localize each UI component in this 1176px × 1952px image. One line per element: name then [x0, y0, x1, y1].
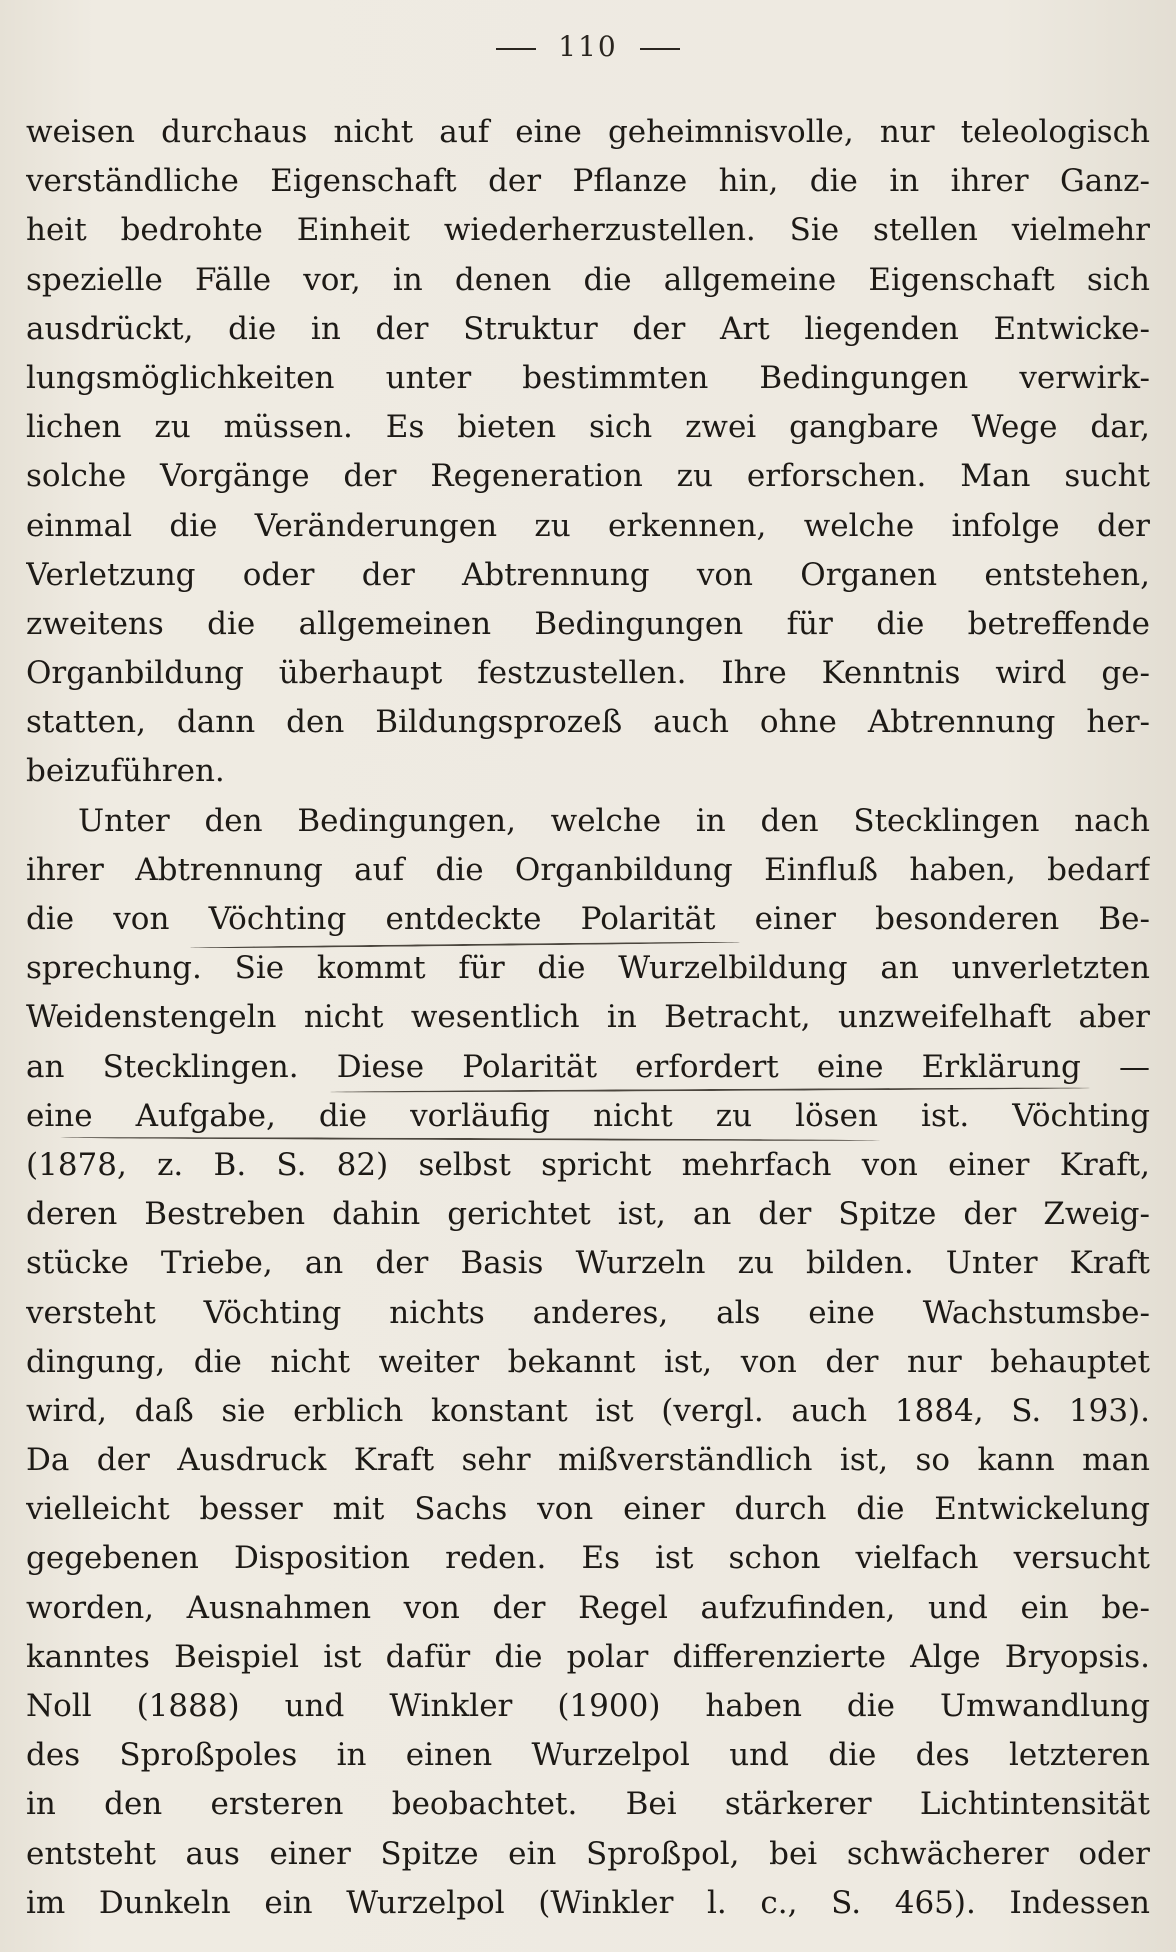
text-line: vielleicht besser mit Sachs von einer durch die Entwickelung	[26, 1491, 1150, 1528]
text-line: kanntes Beispiel ist dafür die polar differenzierte Alge Bryopsis.	[26, 1638, 1150, 1675]
body-text	[26, 108, 1150, 1928]
text-line: Organbildung überhaupt festzustellen. Ihre Kenntnis wird ge-	[26, 655, 1150, 692]
paragraph-end-line: beizuführen.	[26, 753, 225, 790]
text-line: deren Bestreben dahin gerichtet ist, an der Spitze der Zweig-	[26, 1196, 1150, 1233]
text-line: worden, Ausnahmen von der Regel aufzufinden, und ein be-	[26, 1589, 1150, 1626]
text-line: eine Aufgabe, die vorläufig nicht zu lösen ist. Vöchting	[26, 1097, 1150, 1134]
text-line: Noll (1888) und Winkler (1900) haben die Umwandlung	[26, 1688, 1150, 1724]
text-line: ihrer Abtrennung auf die Organbildung Einfluß haben, bedarf	[26, 851, 1150, 888]
header-dash-right	[640, 48, 680, 50]
page-number: 110	[558, 30, 618, 63]
text-line: zweitens die allgemeinen Bedingungen für die betreffende	[26, 605, 1150, 642]
text-line: Verletzung oder der Abtrennung von Organen entstehen,	[26, 556, 1150, 593]
text-line: Da der Ausdruck Kraft sehr mißverständlich ist, so kann man	[26, 1442, 1150, 1479]
text-line: solche Vorgänge der Regeneration zu erforschen. Man sucht	[26, 458, 1150, 495]
page-header	[0, 30, 1176, 63]
text-line: des Sproßpoles in einen Wurzelpol und die des letzteren	[26, 1737, 1150, 1774]
text-line: stücke Triebe, an der Basis Wurzeln zu bilden. Unter Kraft	[26, 1245, 1150, 1282]
text-line: entsteht aus einer Spitze ein Sproßpol, bei schwächerer oder	[26, 1835, 1150, 1872]
text-line: heit bedrohte Einheit wiederherzustellen. Sie stellen vielmehr	[26, 212, 1150, 249]
text-line: wird, daß sie erblich konstant ist (vergl. auch 1884, S. 193).	[26, 1392, 1150, 1429]
text-line: weisen durchaus nicht auf eine geheimnisvolle, nur teleologisch	[26, 114, 1150, 150]
text-line: Weidenstengeln nicht wesentlich in Betracht, unzweifelhaft aber	[26, 999, 1150, 1036]
text-line: spezielle Fälle vor, in denen die allgemeine Eigenschaft sich	[26, 261, 1150, 298]
text-line: sprechung. Sie kommt für die Wurzelbildung an unverletzten	[26, 950, 1150, 987]
text-line: ausdrückt, die in der Struktur der Art liegenden Entwicke-	[26, 310, 1150, 347]
text-line: lungsmöglichkeiten unter bestimmten Bedingungen verwirk-	[26, 359, 1150, 396]
text-line: versteht Vöchting nichts anderes, als eine Wachstumsbe-	[26, 1294, 1150, 1331]
text-line: (1878, z. B. S. 82) selbst spricht mehrfach von einer Kraft,	[26, 1146, 1150, 1183]
text-line: an Stecklingen. Diese Polarität erfordert eine Erklärung —	[26, 1048, 1150, 1085]
text-line: im Dunkeln ein Wurzelpol (Winkler l. c., S. 465). Indessen	[26, 1884, 1150, 1921]
text-line: die von Vöchting entdeckte Polarität einer besonderen Be-	[26, 901, 1150, 937]
text-line: verständliche Eigenschaft der Pflanze hin, die in ihrer Ganz-	[26, 163, 1150, 200]
paragraph-start-line: Unter den Bedingungen, welche in den Stecklingen nach	[78, 802, 1150, 839]
header-dash-left	[496, 48, 536, 50]
text-line: einmal die Veränderungen zu erkennen, welche infolge der	[26, 507, 1150, 544]
text-line: lichen zu müssen. Es bieten sich zwei gangbare Wege dar,	[26, 409, 1150, 446]
text-line: in den ersteren beobachtet. Bei stärkerer Lichtintensität	[26, 1786, 1150, 1823]
text-line: statten, dann den Bildungsprozeß auch ohne Abtrennung her-	[26, 704, 1150, 741]
text-line: gegebenen Disposition reden. Es ist schon vielfach versucht	[26, 1540, 1150, 1577]
text-line: dingung, die nicht weiter bekannt ist, von der nur behauptet	[26, 1343, 1150, 1380]
